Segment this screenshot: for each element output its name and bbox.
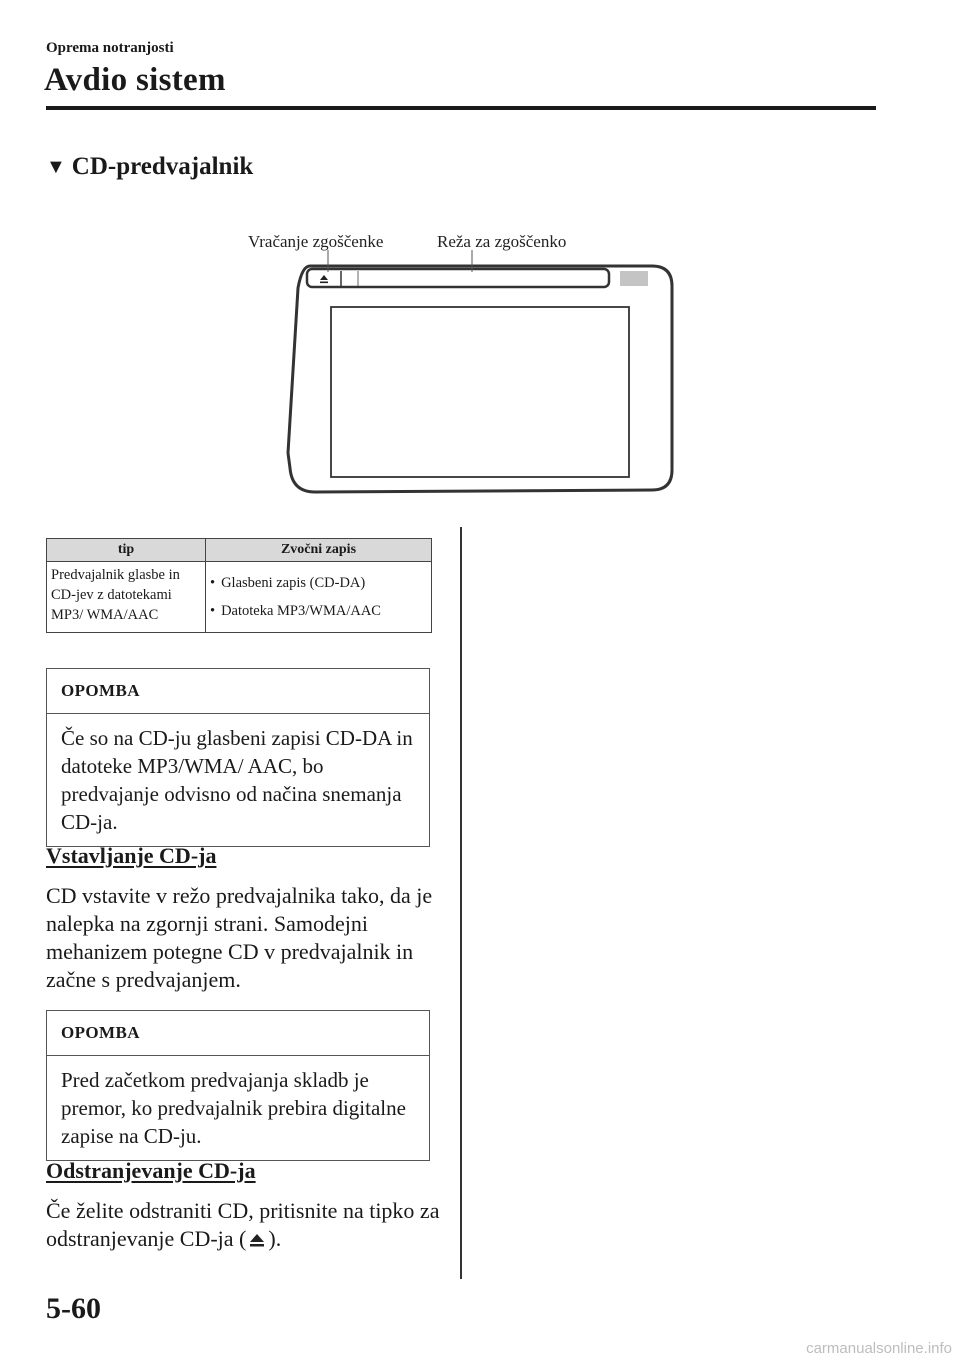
insert-text: CD vstavite v režo predvajalnika tako, da je nalepka na zgornji strani. Samodejni mehanizem potegne CD v predvajalnik in začne s predvajanjem. [46,883,433,992]
table-row [47,562,432,633]
note-box-1 [46,668,430,847]
triangle-marker-icon: ▼ [46,155,66,178]
page-number: 5-60 [46,1292,101,1325]
remove-text-after: ). [268,1226,282,1251]
subsection-heading [46,153,253,181]
eject-icon [248,1232,266,1248]
format-table [46,538,432,633]
watermark: carmanualsonline.info [806,1340,952,1357]
list-item: • Glasbeni zapis (CD-DA) [210,573,427,593]
page-title: Avdio sistem [44,62,226,98]
table-header-type: tip [47,539,206,562]
table-cell-type: Predvajalnik glasbe in CD-jev z datotekami MP3/ WMA/AAC [47,562,206,633]
cd-player-drawing [240,228,690,508]
note-box-2 [46,1010,430,1161]
eject-icon [320,275,328,283]
remove-heading: Odstranjevanje CD-ja [46,1158,256,1183]
label-eject: Vračanje zgoščenke [248,232,384,251]
column-divider [460,527,462,1279]
note-text: Pred začetkom predvajanja skladb je premor, ko predvajalnik prebira digitalne zapise na CD-ju. [61,1068,406,1148]
table-cell-formats [206,562,432,633]
remove-text-before: Če želite odstraniti CD, pritisnite na tipko za odstranjevanje CD-ja ( [46,1198,440,1251]
table-header-row [47,539,432,562]
section-label: Oprema notranjosti [46,40,174,56]
remove-text [46,1197,441,1253]
subsection-title: CD-predvajalnik [71,153,254,180]
note-text: Če so na CD-ju glasbeni zapisi CD-DA in datoteke MP3/WMA/ AAC, bo predvajanje odvisno od načina snemanja CD-ja. [61,726,413,834]
note-heading: OPOMBA [47,1011,429,1056]
cd-player-illustration [240,228,690,508]
insert-heading: Vstavljanje CD-ja [46,843,217,868]
note-heading: OPOMBA [47,669,429,714]
list-item: • Datoteka MP3/WMA/AAC [210,601,427,621]
title-rule [46,106,876,110]
label-slot: Reža za zgoščenko [437,232,567,251]
table-header-format: Zvočni zapis [206,539,432,562]
